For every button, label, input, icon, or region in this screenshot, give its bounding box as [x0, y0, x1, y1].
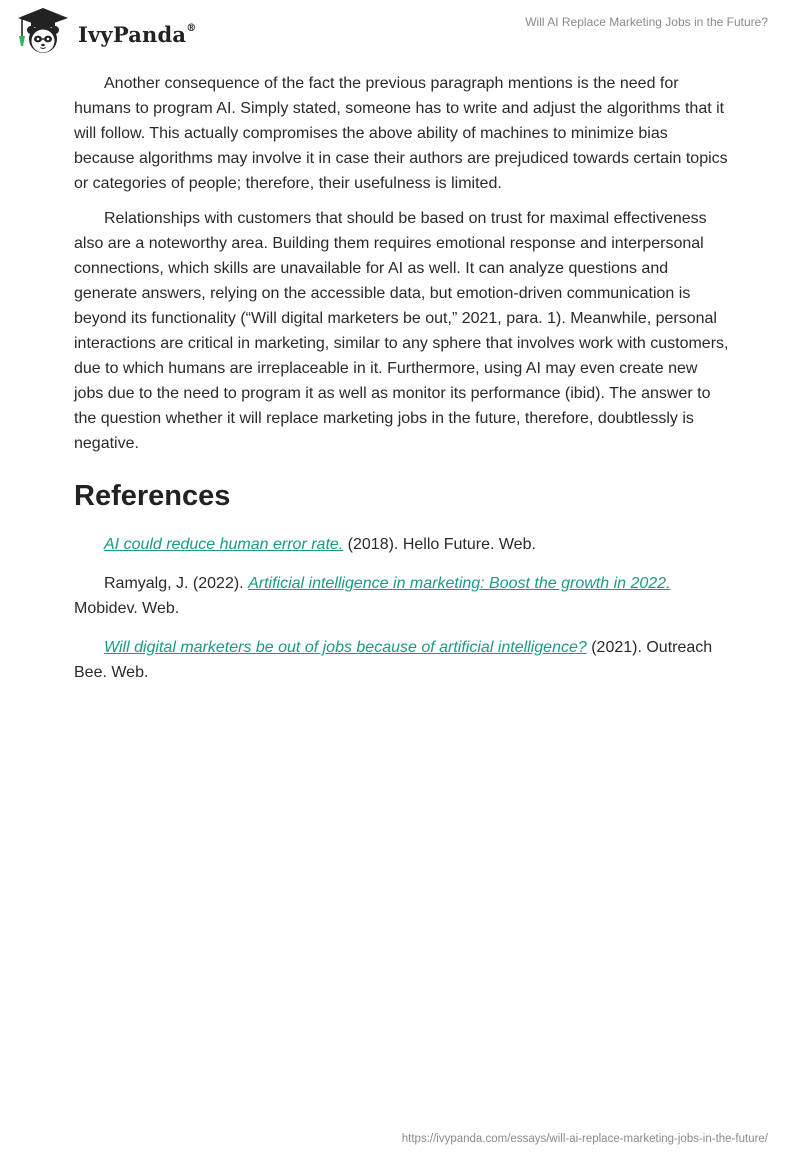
body-paragraph: Another consequence of the fact the previous paragraph mentions is the need for humans to program AI. Simply stated, someone has to write and adjust the algorithms that it will follow. This actually compromises the above ability of machines to minimize bias because algorithms may involve it in case their authors are prejudiced towards certain topics or categories of people; therefore, their usefulness is limited. — [74, 75, 728, 192]
reference-item — [74, 635, 730, 685]
page-header — [0, 0, 800, 70]
reference-suffix: (2018). Hello Future. Web. — [343, 536, 536, 553]
reference-link[interactable]: Artificial intelligence in marketing: Boost the growth in 2022. — [248, 575, 671, 592]
reference-suffix: (2021). Outreach Bee. Web. — [74, 639, 713, 681]
footer-url[interactable]: https://ivypanda.com/essays/will-ai-replace-marketing-jobs-in-the-future/ — [401, 1133, 768, 1145]
panda-graduate-icon — [14, 6, 72, 56]
essay-content — [74, 71, 730, 699]
reference-link[interactable]: Will digital marketers be out of jobs because of artificial intelligence? — [104, 639, 587, 656]
ivypanda-logo[interactable] — [14, 6, 196, 56]
reference-item — [74, 532, 730, 557]
reference-item — [74, 571, 730, 621]
brand-name: IvyPanda® — [78, 21, 197, 47]
document-title: Will AI Replace Marketing Jobs in the Future? — [525, 15, 768, 29]
body-paragraph: Relationships with customers that should be based on trust for maximal effectiveness also are a noteworthy area. Building them requires emotional response and interpersonal connections, which skills are unavailable for AI as well. It can analyze questions and generate answers, relying on the accessible data, but emotion-driven communication is beyond its functionality (“Will digital marketers be out,” 2021, para. 1). Meanwhile, personal interactions are critical in marketing, similar to any sphere that involves work with customers, due to which humans are irreplaceable in it. Furthermore, using AI may even create new jobs due to the need to program it as well as monitor its performance (ibid). The answer to the question whether it will replace marketing jobs in the future, therefore, doubtlessly is negative. — [74, 210, 729, 452]
reference-link[interactable]: AI could reduce human error rate. — [104, 536, 344, 553]
registered-mark: ® — [186, 22, 197, 34]
references-heading: References — [74, 480, 231, 512]
reference-suffix: Mobidev. Web. — [74, 600, 180, 617]
reference-prefix: Ramyalg, J. (2022). — [104, 575, 249, 592]
